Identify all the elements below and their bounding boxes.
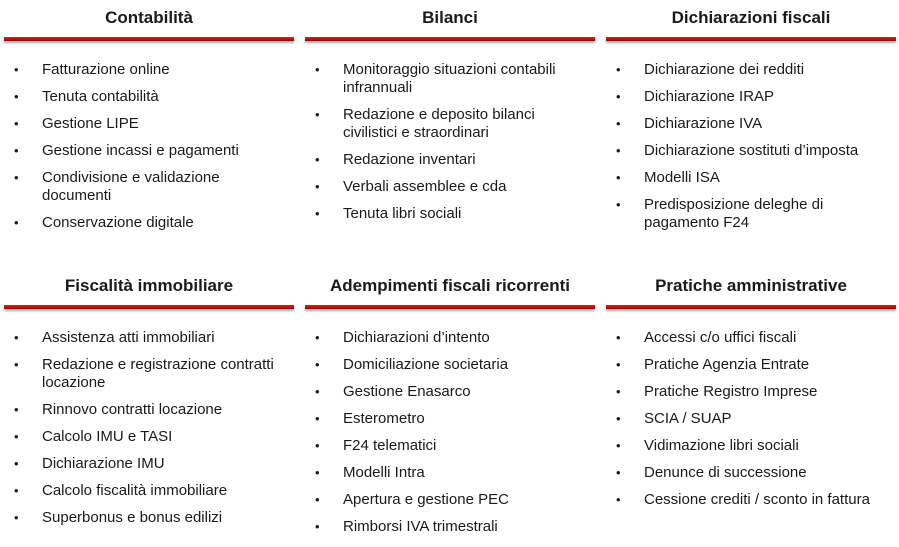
list-item: • Dichiarazione IVA <box>616 115 763 132</box>
section-bilanci <box>305 8 595 232</box>
list-item: • Apertura e gestione PEC <box>315 491 509 508</box>
item-list <box>305 329 595 536</box>
bullet-icon: • <box>14 402 19 417</box>
bullet-icon: • <box>616 357 621 372</box>
section-title: Fiscalità immobiliare <box>64 276 234 295</box>
section-divider <box>305 305 595 309</box>
list-item: • Superbonus e bonus edilizi <box>14 509 223 526</box>
bullet-icon: • <box>14 170 19 185</box>
list-item: • Dichiarazione IMU <box>14 455 165 472</box>
bullet-icon: • <box>616 116 621 131</box>
list-item: • Modelli Intra <box>315 464 425 481</box>
bullet-icon: • <box>315 438 320 453</box>
list-item: • F24 telematici <box>315 437 437 454</box>
list-item: • Verbali assemblee e cda <box>315 178 507 195</box>
bullet-icon: • <box>315 465 320 480</box>
list-item: • Tenuta contabilità <box>14 88 159 105</box>
bullet-icon: • <box>14 429 19 444</box>
list-item: • Redazione e deposito bilanci civilistici e straordinari <box>315 106 535 141</box>
list-item: • Gestione incassi e pagamenti <box>14 142 239 159</box>
list-item: • Calcolo fiscalità immobiliare <box>14 482 228 499</box>
item-list <box>305 61 595 223</box>
section-title: Pratiche amministrative <box>655 276 847 295</box>
bullet-icon: • <box>315 206 320 221</box>
item-list <box>4 329 294 527</box>
bullet-icon: • <box>315 357 320 372</box>
list-item: • Redazione e registrazione contratti locazione <box>14 356 274 391</box>
bullet-icon: • <box>616 492 621 507</box>
bullet-icon: • <box>315 107 320 122</box>
bullet-icon: • <box>14 510 19 525</box>
bullet-icon: • <box>14 62 19 77</box>
bullet-icon: • <box>14 330 19 345</box>
list-item: • Assistenza atti immobiliari <box>14 329 215 346</box>
section-divider <box>4 37 294 41</box>
section-adempimenti-fiscali <box>305 276 595 545</box>
section-divider <box>606 305 896 309</box>
section-title: Contabilità <box>105 8 193 27</box>
list-item: • SCIA / SUAP <box>616 410 732 427</box>
list-item: • Fatturazione online <box>14 61 170 78</box>
section-title: Bilanci <box>422 8 478 27</box>
bullet-icon: • <box>616 465 621 480</box>
bullet-icon: • <box>616 197 621 212</box>
bullet-icon: • <box>616 384 621 399</box>
list-item: • Conservazione digitale <box>14 214 194 231</box>
list-item: • Cessione crediti / sconto in fattura <box>616 491 870 508</box>
list-item: • Dichiarazioni d’intento <box>315 329 490 346</box>
item-list <box>4 61 294 232</box>
list-item: • Modelli ISA <box>616 169 720 186</box>
list-item: • Vidimazione libri sociali <box>616 437 799 454</box>
bullet-icon: • <box>616 330 621 345</box>
item-list <box>606 329 896 509</box>
list-item: • Dichiarazione sostituti d’imposta <box>616 142 859 159</box>
section-pratiche-amministrative <box>606 276 896 518</box>
bullet-icon: • <box>315 152 320 167</box>
bullet-icon: • <box>315 384 320 399</box>
section-title: Dichiarazioni fiscali <box>671 8 831 27</box>
bullet-icon: • <box>315 492 320 507</box>
list-item: • Rinnovo contratti locazione <box>14 401 223 418</box>
list-item: • Predisposizione deleghe di pagamento F24 <box>616 196 824 231</box>
bullet-icon: • <box>616 143 621 158</box>
list-item: • Redazione inventari <box>315 151 476 168</box>
bullet-icon: • <box>616 438 621 453</box>
list-item: • Dichiarazione dei redditi <box>616 61 805 78</box>
section-divider <box>305 37 595 41</box>
section-divider <box>4 305 294 309</box>
list-item: • Dichiarazione IRAP <box>616 88 775 105</box>
bullet-icon: • <box>14 89 19 104</box>
list-item: • Denunce di successione <box>616 464 807 481</box>
bullet-icon: • <box>616 89 621 104</box>
bullet-icon: • <box>616 411 621 426</box>
bullet-icon: • <box>315 519 320 534</box>
section-title: Adempimenti fiscali ricorrenti <box>330 276 570 295</box>
bullet-icon: • <box>14 215 19 230</box>
list-item: • Calcolo IMU e TASI <box>14 428 173 445</box>
bullet-icon: • <box>14 116 19 131</box>
list-item: • Accessi c/o uffici fiscali <box>616 329 797 346</box>
section-divider <box>606 37 896 41</box>
bullet-icon: • <box>14 357 19 372</box>
bullet-icon: • <box>616 170 621 185</box>
list-item: • Monitoraggio situazioni contabili infrannuali <box>315 61 556 96</box>
list-item: • Domiciliazione societaria <box>315 356 509 373</box>
section-fiscalita-immobiliare <box>4 276 294 536</box>
list-item: • Esterometro <box>315 410 425 427</box>
bullet-icon: • <box>315 62 320 77</box>
bullet-icon: • <box>315 179 320 194</box>
bullet-icon: • <box>616 62 621 77</box>
list-item: • Tenuta libri sociali <box>315 205 462 222</box>
list-item: • Pratiche Registro Imprese <box>616 383 818 400</box>
item-list <box>606 61 896 232</box>
list-item: • Gestione LIPE <box>14 115 139 132</box>
list-item: • Gestione Enasarco <box>315 383 471 400</box>
list-item: • Condivisione e validazione documenti <box>14 169 220 204</box>
bullet-icon: • <box>14 483 19 498</box>
list-item: • Rimborsi IVA trimestrali <box>315 518 498 535</box>
list-item: • Pratiche Agenzia Entrate <box>616 356 810 373</box>
bullet-icon: • <box>315 411 320 426</box>
section-dichiarazioni-fiscali <box>606 8 896 241</box>
bullet-icon: • <box>315 330 320 345</box>
bullet-icon: • <box>14 143 19 158</box>
section-contabilita <box>4 8 294 241</box>
bullet-icon: • <box>14 456 19 471</box>
